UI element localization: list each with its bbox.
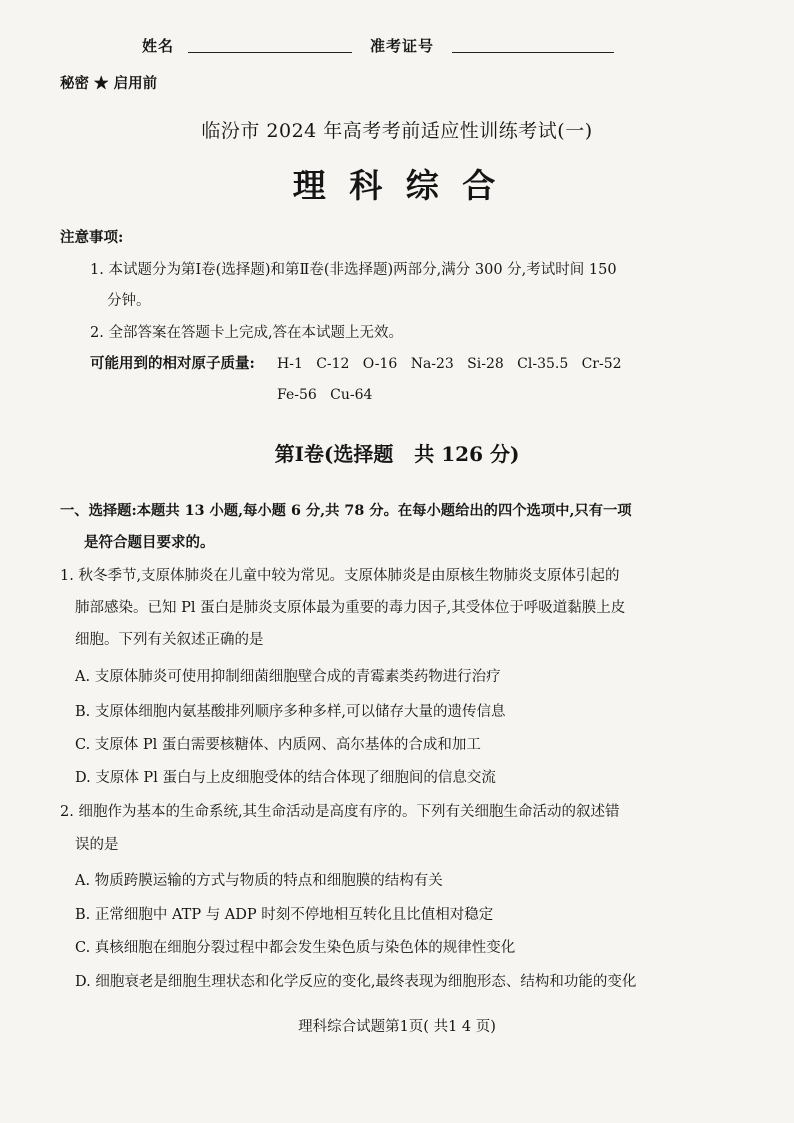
question-2-option-d: D. 细胞衰老是细胞生理状态和化学反应的变化,最终表现为细胞形态、结构和功能的变化 [75, 974, 637, 990]
question-1-option-a: A. 支原体肺炎可使用抑制细菌细胞壁合成的青霉素类药物进行治疗 [75, 669, 501, 685]
subject-title: 理 科 综 合 [292, 166, 502, 205]
question-2-option-a: A. 物质跨膜运输的方式与物质的特点和细胞膜的结构有关 [75, 873, 443, 889]
notice-item-1-cont: 分钟。 [107, 293, 151, 309]
question-1-option-b: B. 支原体细胞内氨基酸排列顺序多种多样,可以储存大量的遗传信息 [75, 704, 506, 720]
question-1-stem: 1. 秋冬季节,支原体肺炎在儿童中较为常见。支原体肺炎是由原核生物肺炎支原体引起的 [60, 568, 620, 584]
notice-item-2: 2. 全部答案在答题卡上完成,答在本试题上无效。 [90, 325, 404, 341]
notice-item-1: 1. 本试题分为第Ⅰ卷(选择题)和第Ⅱ卷(非选择题)两部分,满分 300 分,考试时间 150 [90, 262, 617, 278]
ticket-number-field[interactable] [452, 52, 614, 53]
atomic-mass-values-cont: Fe-56 Cu-64 [277, 387, 373, 403]
question-1-stem-cont: 肺部感染。已知 Pl 蛋白是肺炎支原体最为重要的毒力因子,其受体位于呼吸道黏膜上皮 [75, 600, 626, 616]
question-2-stem: 2. 细胞作为基本的生命系统,其生命活动是高度有序的。下列有关细胞生命活动的叙述错 [60, 804, 620, 820]
section-intro: 一、选择题:本题共 13 小题,每小题 6 分,共 78 分。在每小题给出的四个选项中,只有一项 [60, 503, 632, 519]
notice-heading: 注意事项: [60, 229, 124, 246]
section-title: 第Ⅰ卷(选择题 共 126 分) [274, 442, 520, 466]
page-footer: 理科综合试题第1页( 共1 4 页) [298, 1019, 496, 1035]
question-1-option-d: D. 支原体 Pl 蛋白与上皮细胞受体的结合体现了细胞间的信息交流 [75, 770, 496, 786]
section-intro-cont: 是符合题目要求的。 [84, 534, 215, 551]
question-2-stem-cont: 误的是 [75, 837, 119, 853]
exam-title: 临汾市 2024 年高考考前适应性训练考试(一) [201, 120, 593, 142]
question-1-option-c: C. 支原体 Pl 蛋白需要核糖体、内质网、高尔基体的合成和加工 [75, 737, 481, 753]
question-1-stem-cont-2: 细胞。下列有关叙述正确的是 [75, 632, 264, 648]
ticket-number-label: 准考证号 [370, 37, 435, 55]
question-2-option-b: B. 正常细胞中 ATP 与 ADP 时刻不停地相互转化且比值相对稳定 [75, 907, 494, 923]
secret-mark: 秘密 ★ 启用前 [60, 75, 158, 92]
atomic-mass-values: H-1 C-12 O-16 Na-23 Si-28 Cl-35.5 Cr-52 [277, 356, 622, 372]
name-label: 姓名 [142, 37, 175, 55]
name-field[interactable] [188, 52, 352, 53]
question-2-option-c: C. 真核细胞在细胞分裂过程中都会发生染色质与染色体的规律性变化 [75, 940, 516, 956]
atomic-mass-label: 可能用到的相对原子质量: [90, 355, 255, 372]
